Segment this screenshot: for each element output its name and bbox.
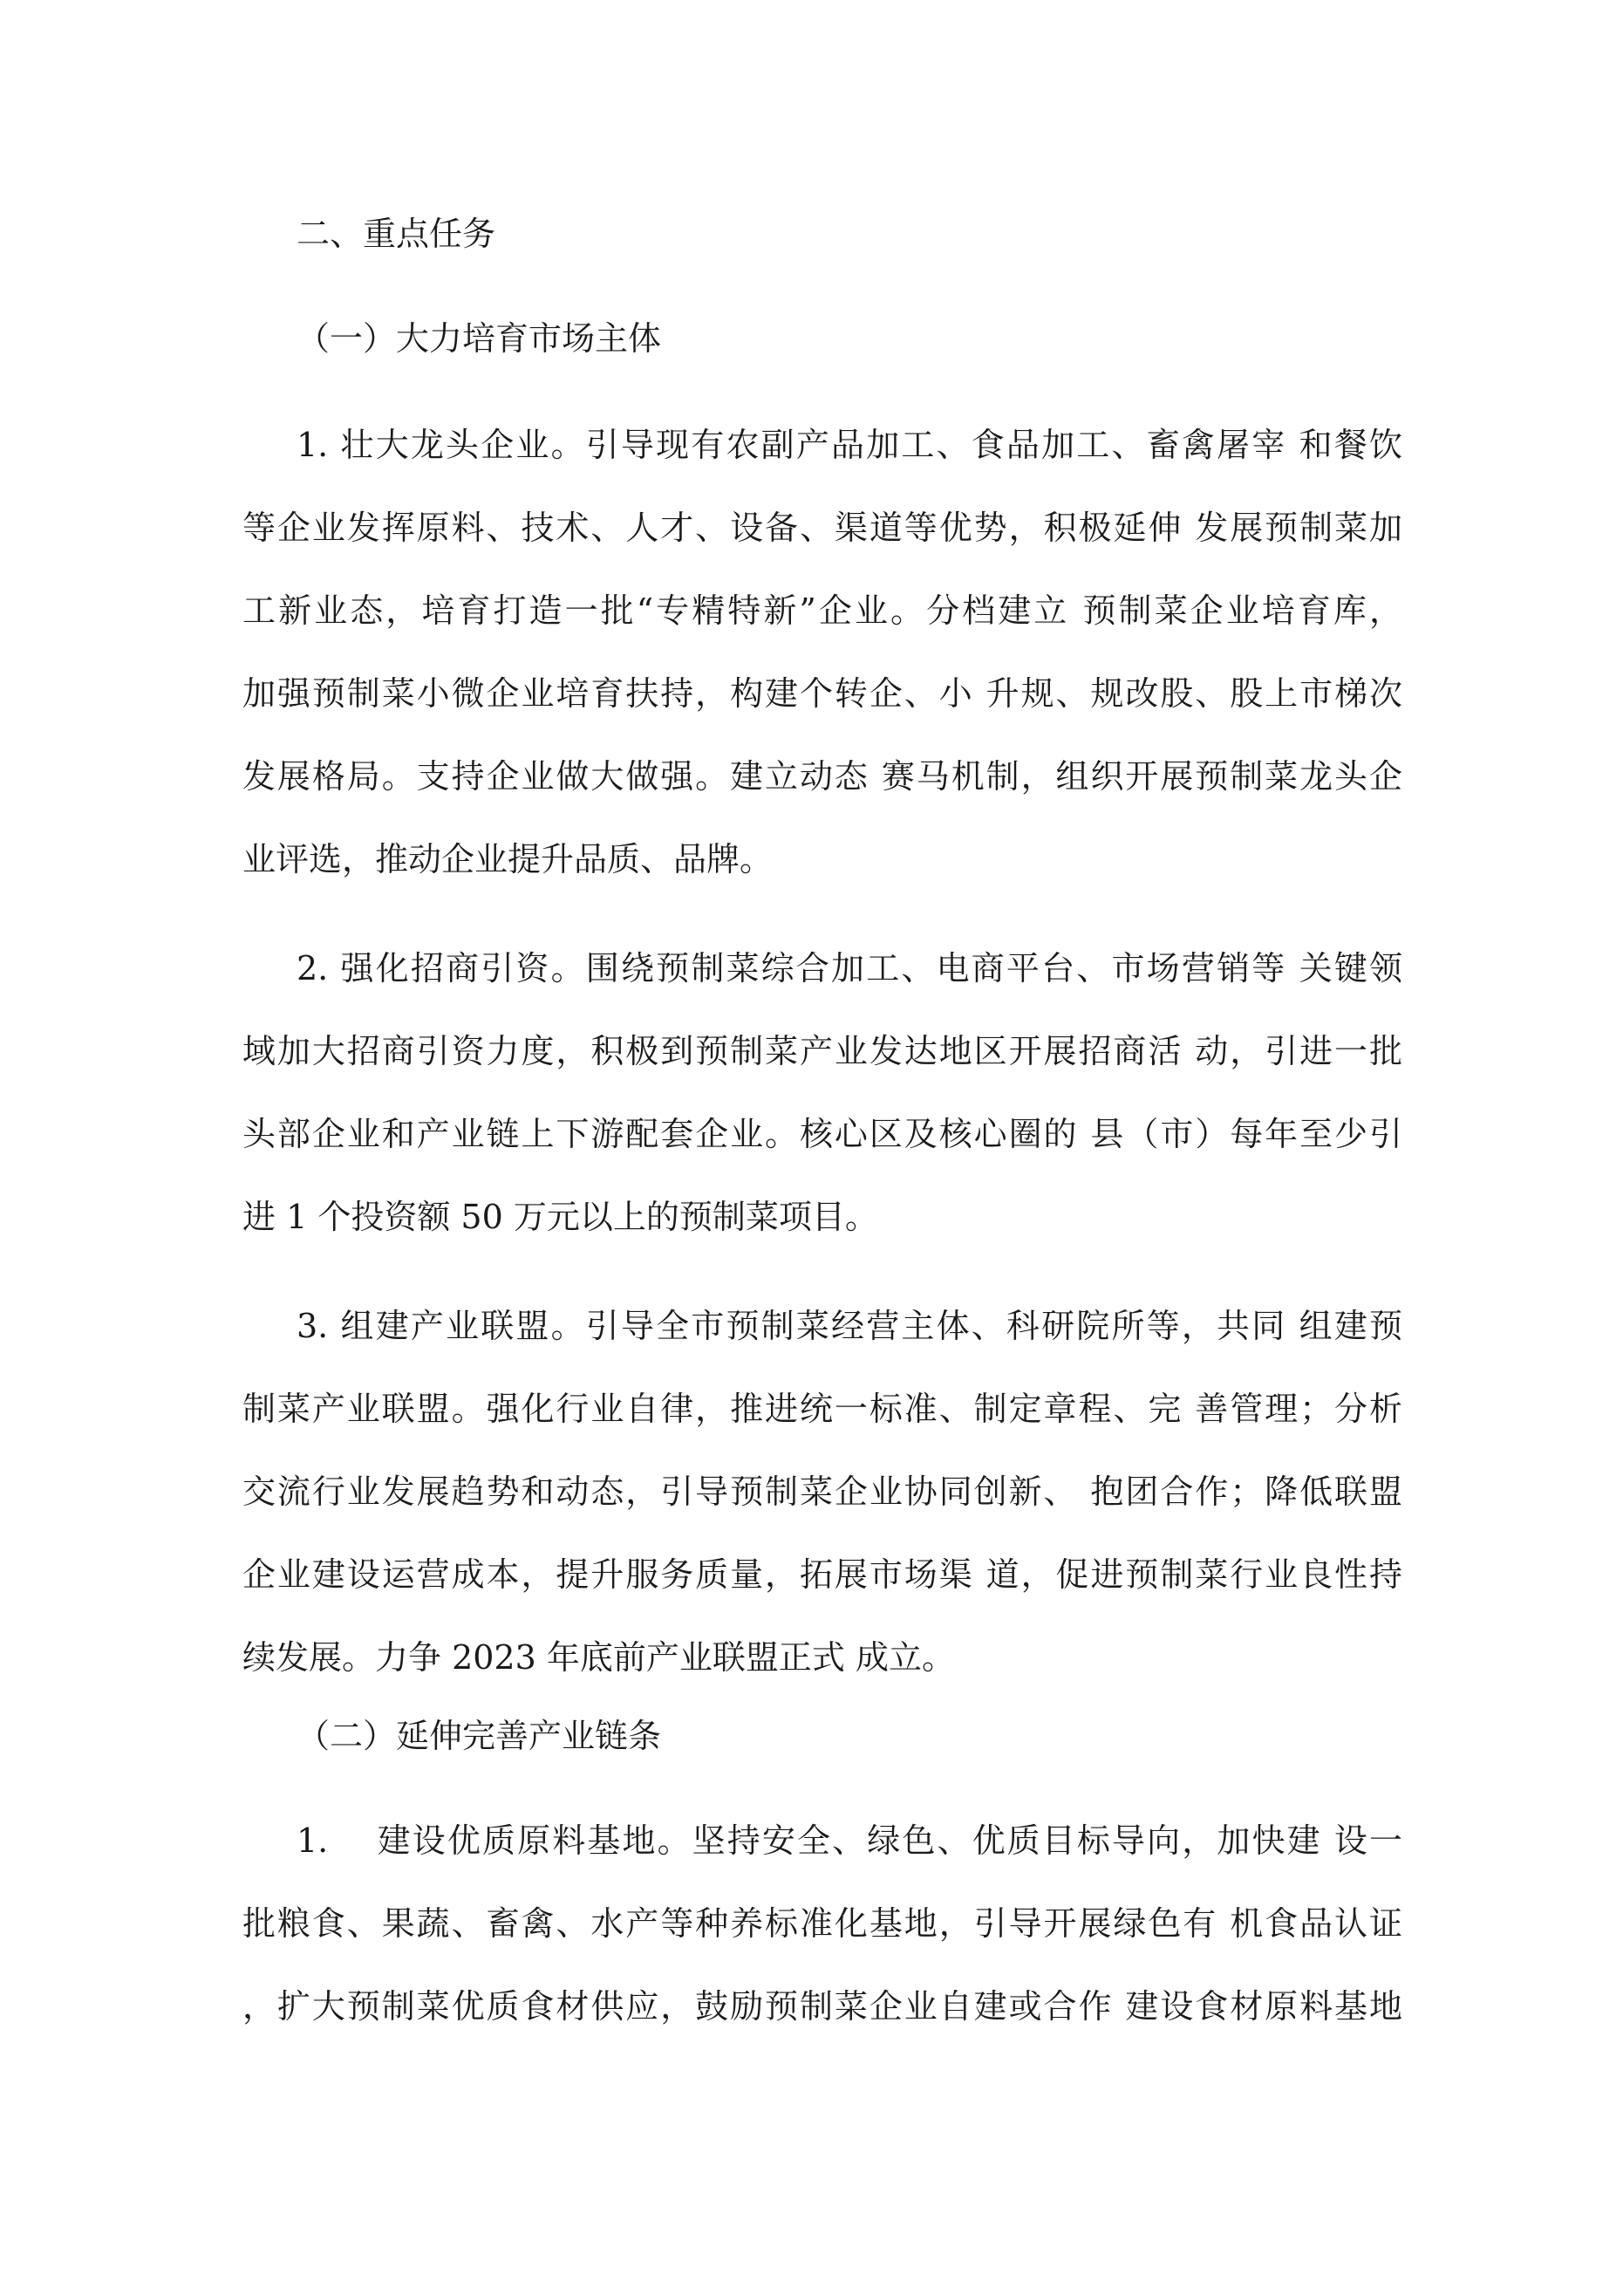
- text-line: 企业建设运营成本，提升服务质量，拓展市场渠 道，促进预制菜行业良性持: [242, 1555, 1402, 1594]
- text-line: 批粮食、果蔬、畜禽、水产等种养标准化基地，引导开展绿色有 机食品认证: [242, 1904, 1402, 1943]
- text-line: 头部企业和产业链上下游配套企业。核心区及核心圈的 县（市）每年至少引: [242, 1115, 1402, 1153]
- text-line: 进 1 个投资额 50 万元以上的预制菜项目。: [242, 1198, 878, 1236]
- text-line: 加强预制菜小微企业培育扶持，构建个转企、小 升规、规改股、股上市梯次: [242, 674, 1402, 713]
- subsection-title-1: （一）大力培育市场主体: [297, 319, 662, 358]
- text-line: 1. 建设优质原料基地。坚持安全、绿色、优质目标导向，加快建 设一: [297, 1821, 1402, 1860]
- text-line: 2. 强化招商引资。围绕预制菜综合加工、电商平台、市场营销等 关键领: [297, 949, 1402, 987]
- text-line: 1. 壮大龙头企业。引导现有农副产品加工、食品加工、畜禽屠宰 和餐饮: [297, 426, 1402, 464]
- text-line: ，扩大预制菜优质食材供应，鼓励预制菜企业自建或合作 建设食材原料基地: [242, 1987, 1402, 2026]
- text-line: 续发展。力争 2023 年底前产业联盟正式 成立。: [242, 1638, 955, 1677]
- text-line: 域加大招商引资力度，积极到预制菜产业发达地区开展招商活 动，引进一批: [242, 1032, 1402, 1070]
- text-line: 交流行业发展趋势和动态，引导预制菜企业协同创新、 抱团合作；降低联盟: [242, 1473, 1402, 1511]
- text-line: 发展格局。支持企业做大做强。建立动态 赛马机制，组织开展预制菜龙头企: [242, 757, 1402, 796]
- text-line: 工新业态，培育打造一批“专精特新”企业。分档建立 预制菜企业培育库，: [242, 591, 1402, 630]
- text-line: 等企业发挥原料、技术、人才、设备、渠道等优势，积极延伸 发展预制菜加: [242, 509, 1402, 547]
- text-line: 制菜产业联盟。强化行业自律，推进统一标准、制定章程、完 善管理；分析: [242, 1390, 1402, 1428]
- text-line: 3. 组建产业联盟。引导全市预制菜经营主体、科研院所等，共同 组建预: [297, 1307, 1402, 1345]
- text-line: 业评选，推动企业提升品质、品牌。: [242, 840, 774, 878]
- section-title: 二、重点任务: [297, 215, 496, 253]
- subsection-title-2: （二）延伸完善产业链条: [297, 1717, 662, 1755]
